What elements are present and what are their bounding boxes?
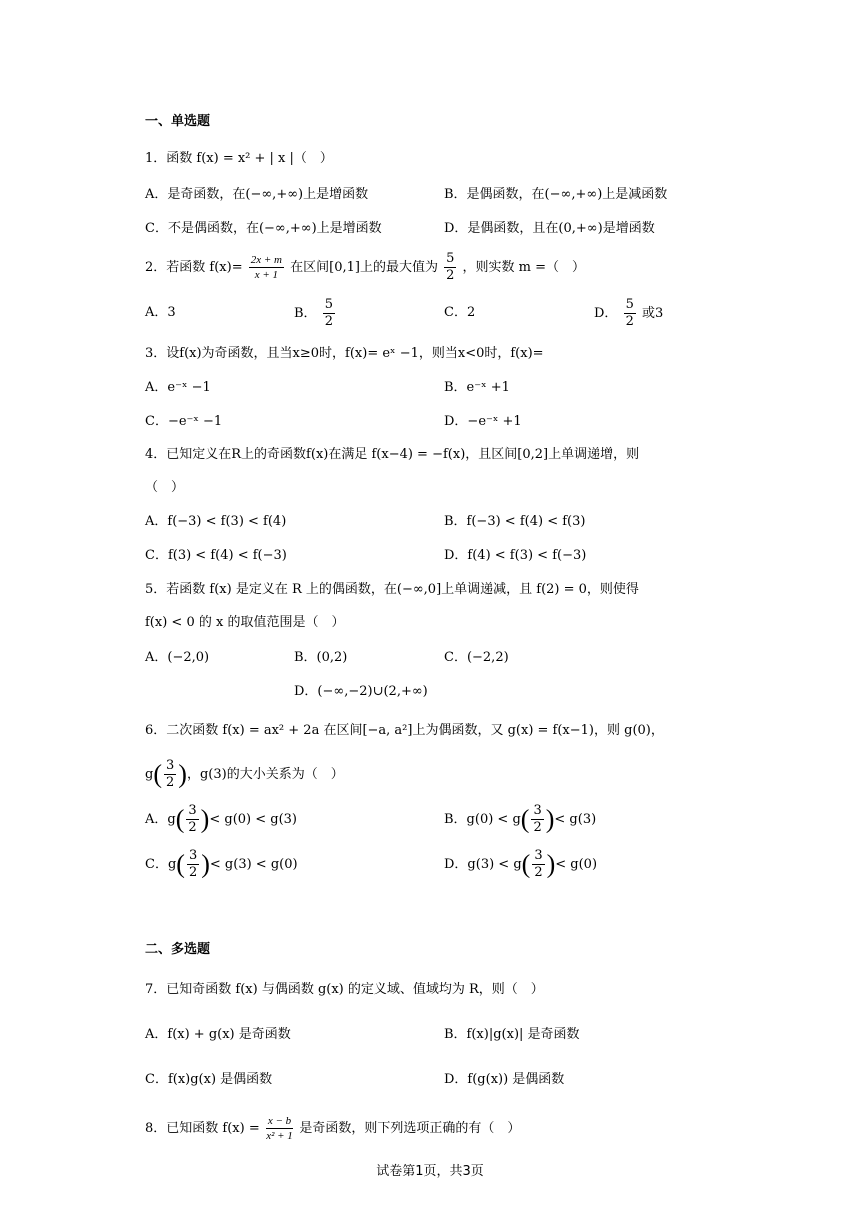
q4-option-d[interactable]: D．f(4) < f(3) < f(−3) xyxy=(444,548,587,563)
q6-c-rparen: ) xyxy=(201,849,210,879)
q6-stem-tail: ，g(3)的大小关系为（ ） xyxy=(186,767,344,782)
q2-option-b-numerator: 5 xyxy=(324,297,333,312)
q7-option-d[interactable]: D．f(g(x)) 是偶函数 xyxy=(444,1072,565,1087)
q2-option-b-denominator: 2 xyxy=(324,314,333,329)
q2-function-fraction xyxy=(249,253,284,282)
q6-d-post: < g(0) xyxy=(555,857,598,872)
question-2-stem xyxy=(145,251,585,284)
q3-option-b[interactable]: B．e⁻ˣ +1 xyxy=(444,380,510,395)
q6-g-label: g xyxy=(145,767,154,782)
q6-a-post: < g(0) < g(3) xyxy=(209,812,297,827)
question-6-stem: 6．二次函数 f(x) = ax² + 2a 在区间[−a, a²]上为偶函数，又 g(x) = f(x−1)，则 g(0)， xyxy=(145,723,664,738)
question-4-stem: 4．已知定义在R上的奇函数f(x)在满足 f(x−4) = −f(x)，且区间[0,2]上单调递增，则 xyxy=(145,447,640,462)
q6-option-b[interactable] xyxy=(444,803,596,836)
q6-d-pre: D．g(3) < g xyxy=(444,857,522,872)
q2-option-d-label: D． xyxy=(594,306,618,321)
q4-option-a[interactable]: A．f(−3) < f(3) < f(4) xyxy=(145,514,287,529)
q2-stem-mid: 在区间[0,1]上的最大值为 xyxy=(290,260,438,275)
q1-option-b[interactable]: B．是偶函数，在(−∞,+∞)上是减函数 xyxy=(444,187,668,202)
q2-fraction-denominator: x + 1 xyxy=(254,269,279,281)
q4-option-c[interactable]: C．f(3) < f(4) < f(−3) xyxy=(145,548,287,563)
q6-right-paren: ) xyxy=(178,759,187,789)
q2-stem-pre: 2．若函数 f(x)= xyxy=(145,260,243,275)
question-5-stem: 5．若函数 f(x) 是定义在 R 上的偶函数，在(−∞,0]上单调递减，且 f(2) = 0，则使得 xyxy=(145,582,639,597)
q7-option-a[interactable]: A．f(x) + g(x) 是奇函数 xyxy=(145,1027,291,1042)
q2-fraction-numerator: 2x + m xyxy=(250,254,282,266)
q5-option-c[interactable]: C．(−2,2) xyxy=(444,650,509,665)
question-8-stem xyxy=(145,1114,520,1143)
q6-d-num: 3 xyxy=(534,848,543,863)
page-footer: 试卷第1页，共3页 xyxy=(376,1164,484,1179)
q8-function-fraction xyxy=(266,1114,293,1143)
q1-option-c[interactable]: C．不是偶函数，在(−∞,+∞)上是增函数 xyxy=(145,221,382,236)
q6-a-den: 2 xyxy=(188,820,197,835)
q3-option-a[interactable]: A．e⁻ˣ −1 xyxy=(145,380,211,395)
q6-b-den: 2 xyxy=(533,820,542,835)
q6-b-post: < g(3) xyxy=(554,812,597,827)
q6-b-lparen: ( xyxy=(520,804,530,834)
q8-stem-post: 是奇函数，则下列选项正确的有（ ） xyxy=(299,1121,521,1136)
q6-a-pre: A．g xyxy=(145,812,176,827)
q2-option-d-suffix: 或3 xyxy=(642,306,664,321)
q2-option-d[interactable] xyxy=(594,297,663,330)
q2-max-numerator: 5 xyxy=(446,251,455,266)
q5-option-a[interactable]: A．(−2,0) xyxy=(145,650,210,665)
q6-option-c[interactable] xyxy=(145,848,298,881)
q6-c-post: < g(3) < g(0) xyxy=(209,857,298,872)
q6-a-fraction xyxy=(186,803,198,836)
q6-option-a[interactable] xyxy=(145,803,297,836)
q6-left-paren: ( xyxy=(153,759,162,789)
q8-stem-pre: 8．已知函数 f(x) = xyxy=(145,1121,260,1136)
q5-option-b[interactable]: B．(0,2) xyxy=(294,650,348,665)
question-1-stem: 1．函数 f(x) = x² + | x |（ ） xyxy=(145,151,333,166)
q6-d-rparen: ) xyxy=(546,849,556,879)
q4-option-b[interactable]: B．f(−3) < f(4) < f(3) xyxy=(444,514,586,529)
question-5-stem-continued: f(x) < 0 的 x 的取值范围是（ ） xyxy=(145,615,345,630)
section-title-multiple-choice: 二、多选题 xyxy=(145,942,211,957)
q6-a-lparen: ( xyxy=(175,804,185,834)
q2-option-b[interactable] xyxy=(294,297,337,330)
q6-fraction-numerator: 3 xyxy=(166,758,175,773)
q6-a-rparen: ) xyxy=(200,804,210,834)
q7-option-c[interactable]: C．f(x)g(x) 是偶函数 xyxy=(145,1072,273,1087)
q6-c-den: 2 xyxy=(188,865,198,880)
q2-option-d-numerator: 5 xyxy=(625,297,634,312)
q5-option-d[interactable]: D．(−∞,−2)∪(2,+∞) xyxy=(294,684,428,699)
q6-b-rparen: ) xyxy=(545,804,555,834)
question-7-stem: 7．已知奇函数 f(x) 与偶函数 g(x) 的定义域、值域均为 R，则（ ） xyxy=(145,982,544,997)
q2-max-value-fraction xyxy=(444,251,456,284)
q1-option-a[interactable]: A．是奇函数，在(−∞,+∞)上是增函数 xyxy=(145,187,369,202)
q2-option-d-fraction xyxy=(624,297,636,330)
q2-option-b-fraction xyxy=(323,297,335,330)
q2-option-a[interactable]: A．3 xyxy=(145,305,176,320)
section-title-single-choice: 一、单选题 xyxy=(145,114,211,129)
q6-d-lparen: ( xyxy=(521,849,531,879)
q6-d-fraction xyxy=(532,848,544,881)
q3-option-c[interactable]: C．−e⁻ˣ −1 xyxy=(145,414,223,429)
q3-option-d[interactable]: D．−e⁻ˣ +1 xyxy=(444,414,522,429)
q6-c-num: 3 xyxy=(188,848,198,863)
q6-a-num: 3 xyxy=(188,803,197,818)
q6-fraction-denominator: 2 xyxy=(166,775,175,790)
q8-fraction-denominator: x² + 1 xyxy=(266,1130,293,1142)
q2-option-d-denominator: 2 xyxy=(625,314,634,329)
question-3-stem: 3．设f(x)为奇函数，且当x≥0时，f(x)= eˣ −1，则当x<0时，f(x)= xyxy=(145,346,544,361)
q2-stem-post: ，则实数 m =（ ） xyxy=(462,260,586,275)
q6-fraction xyxy=(164,758,176,791)
q7-option-b[interactable]: B．f(x)|g(x)| 是奇函数 xyxy=(444,1027,580,1042)
q6-c-lparen: ( xyxy=(176,849,185,879)
q6-b-fraction xyxy=(531,803,543,836)
question-6-stem-continued xyxy=(145,758,344,791)
q2-max-denominator: 2 xyxy=(446,268,455,283)
q2-option-c[interactable]: C．2 xyxy=(444,305,476,320)
q6-d-den: 2 xyxy=(534,865,543,880)
q1-option-d[interactable]: D．是偶函数，且在(0,+∞)是增函数 xyxy=(444,221,655,236)
q6-b-pre: B．g(0) < g xyxy=(444,812,521,827)
q6-c-pre: C．g xyxy=(145,857,177,872)
q6-c-fraction xyxy=(187,848,199,881)
q6-option-d[interactable] xyxy=(444,848,597,881)
q8-fraction-numerator: x − b xyxy=(267,1115,292,1127)
q6-b-num: 3 xyxy=(533,803,542,818)
question-4-stem-continued: （ ） xyxy=(145,480,185,495)
q2-option-b-label: B． xyxy=(294,306,317,321)
